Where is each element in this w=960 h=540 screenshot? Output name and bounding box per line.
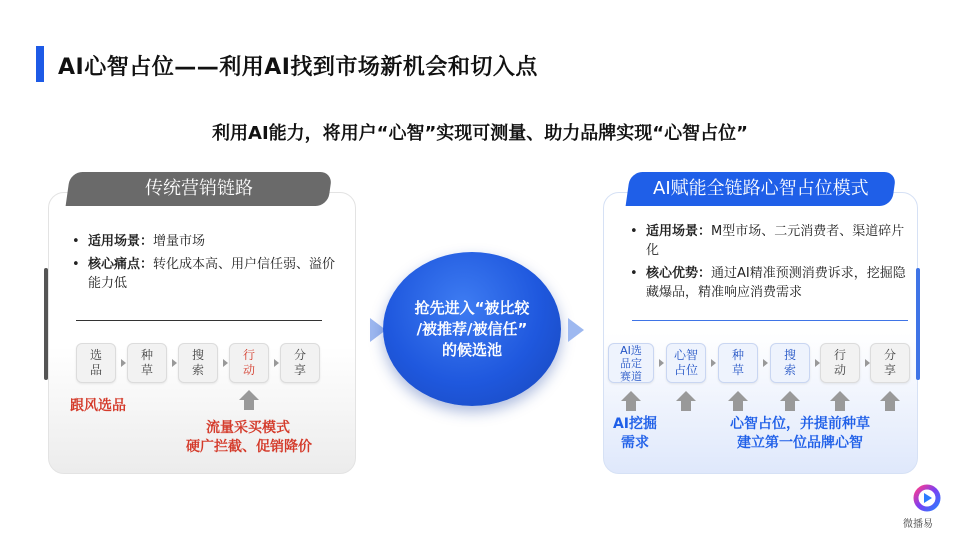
- right-note-ai-mining: AI挖掘 需求: [612, 416, 658, 451]
- right-step-ai-select: AI选 品定 赛道: [608, 343, 654, 383]
- right-bullet-scenario: • 适用场景：M型市场、二元消费者、渠道碎片化: [626, 222, 910, 260]
- right-divider: [632, 320, 908, 321]
- left-divider: [76, 320, 322, 321]
- up-arrow-icon: [675, 391, 697, 413]
- ai-marketing-tag: AI赋能全链路心智占位模式: [626, 172, 897, 206]
- left-step-action: 行 动: [229, 343, 269, 383]
- up-arrow-icon: [779, 391, 801, 413]
- left-bullet-pain: • 核心痛点：转化成本高、用户信任弱、溢价能力低: [68, 255, 340, 293]
- up-arrow-icon: [620, 391, 642, 413]
- right-note-brand-mind: 建立第一位品牌心智: [737, 435, 863, 451]
- right-bullet-list: [626, 222, 910, 306]
- chevron-right-icon: [568, 318, 584, 342]
- up-arrow-icon: [238, 390, 260, 412]
- left-note-follow-trend: 跟风选品: [70, 398, 126, 414]
- step-arrow-icon: [763, 359, 768, 367]
- left-note-hard-ads: 硬广拦截、促销降价: [186, 439, 312, 455]
- up-arrow-icon: [879, 391, 901, 413]
- page-subtitle: 利用AI能力，将用户“心智”实现可测量、助力品牌实现“心智占位”: [212, 123, 748, 144]
- right-bullet-advantage: • 核心优势：通过AI精准预测消费诉求，挖掘隐藏爆品，精准响应消费需求: [626, 264, 910, 302]
- right-step-mind-position: 心智 占位: [666, 343, 706, 383]
- right-note-mind-position: 心智占位，并提前种草: [730, 416, 870, 432]
- right-step-search: 搜 索: [770, 343, 810, 383]
- brand-logo-icon: [912, 484, 942, 512]
- page-title: AI心智占位——利用AI找到市场新机会和切入点: [58, 55, 538, 80]
- title-accent-bar: [36, 46, 44, 82]
- left-panel-accent: [44, 268, 48, 380]
- traditional-marketing-tag: 传统营销链路: [66, 172, 333, 206]
- up-arrow-icon: [829, 391, 851, 413]
- left-step-share: 分 享: [280, 343, 320, 383]
- right-step-share: 分 享: [870, 343, 910, 383]
- step-arrow-icon: [172, 359, 177, 367]
- step-arrow-icon: [121, 359, 126, 367]
- right-panel-accent: [916, 268, 920, 380]
- step-arrow-icon: [659, 359, 664, 367]
- brand-logo-label: 微播易: [903, 519, 933, 530]
- step-arrow-icon: [274, 359, 279, 367]
- candidate-pool-circle: 抢先进入“被比较 /被推荐/被信任” 的候选池: [383, 252, 561, 406]
- step-arrow-icon: [223, 359, 228, 367]
- right-step-seeding: 种 草: [718, 343, 758, 383]
- up-arrow-icon: [727, 391, 749, 413]
- left-note-traffic-mode: 流量采买模式: [206, 420, 290, 436]
- right-step-action: 行 动: [820, 343, 860, 383]
- step-arrow-icon: [711, 359, 716, 367]
- left-bullet-scenario: • 适用场景：增量市场: [68, 232, 340, 251]
- left-bullet-list: [68, 232, 340, 297]
- left-step-search: 搜 索: [178, 343, 218, 383]
- left-step-seeding: 种 草: [127, 343, 167, 383]
- left-step-select-product: 选 品: [76, 343, 116, 383]
